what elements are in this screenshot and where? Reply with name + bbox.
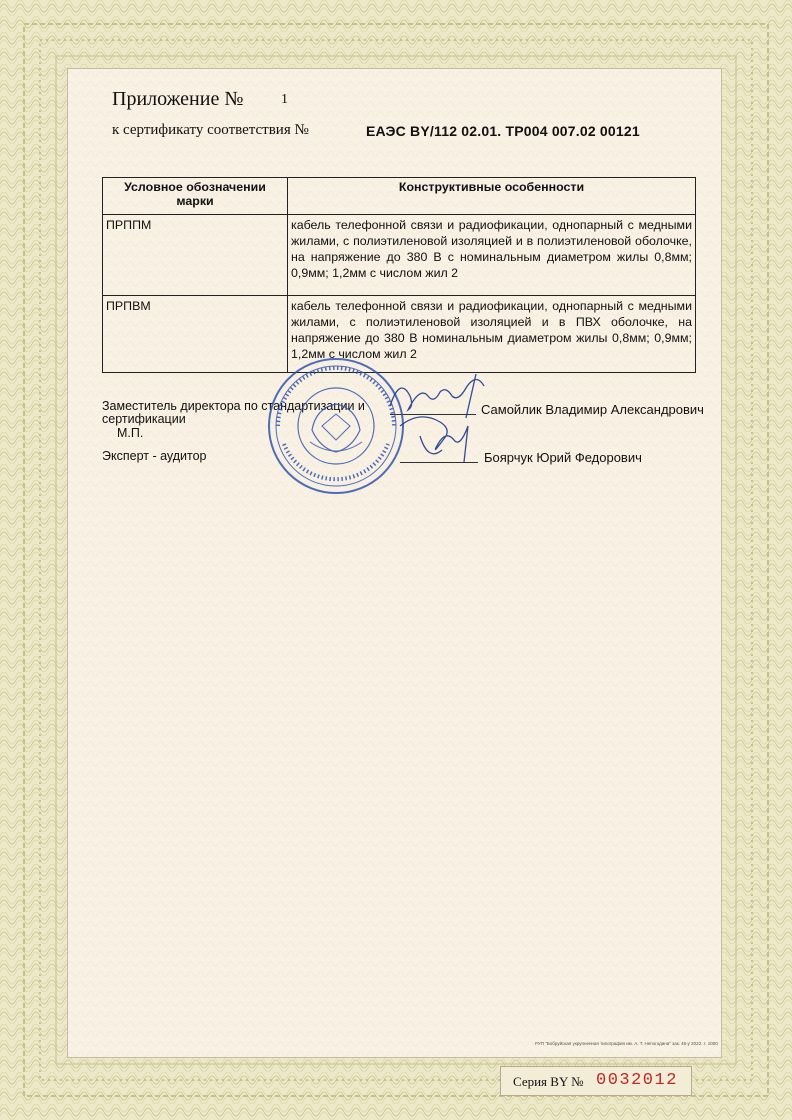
mark-cell: ПРППМ xyxy=(103,215,288,296)
column-header-features: Конструктивные особенности xyxy=(288,178,696,215)
description-cell: кабель телефонной связи и радиофикации, однопарный с медными жилами, с полиэтиленовой изоляцией и в полиэтиленовой оболочке, на напряжение до 380 В с номинальным диаметром жилы 0,8мм; 0,9мм; 1,2мм с числом жил 2 xyxy=(288,215,696,296)
series-number: 0032012 xyxy=(596,1071,678,1090)
table-row xyxy=(103,215,696,296)
handwritten-signatures xyxy=(380,366,500,476)
appendix-title: Приложение № xyxy=(112,88,244,110)
seal-mark: М.П. xyxy=(117,426,144,440)
mark-cell: ПРПВМ xyxy=(103,296,288,373)
director-name: Самойлик Владимир Александрович xyxy=(481,402,704,417)
expert-title: Эксперт - аудитор xyxy=(102,449,207,463)
printer-note: РУП "Бобруйская укрупненная типография им. А. Т. Непогодина" зак. 46-у 2022. т. 1000 xyxy=(535,1041,718,1046)
description-cell: кабель телефонной связи и радиофикации, однопарный с медными жилами, с полиэтиленовой изоляцией и в ПВХ оболочке, на напряжение до 380 В номинальным диаметром жилы 0,8мм; 0,9мм; 1,2мм с числом жил 2 xyxy=(288,296,696,373)
certificate-number: ЕАЭС BY/112 02.01. ТР004 007.02 00121 xyxy=(366,123,640,139)
certificate-label: к сертификату соответствия № xyxy=(112,122,309,138)
series-box xyxy=(500,1066,692,1096)
table-header-row xyxy=(103,178,696,215)
series-label: Серия BY № xyxy=(513,1074,584,1089)
appendix-number: 1 xyxy=(281,92,288,107)
director-title: Заместитель директора по стандартизации и сертификации xyxy=(102,399,365,426)
specification-table xyxy=(102,177,696,373)
column-header-mark: Условное обозначении марки xyxy=(103,178,288,215)
expert-name: Боярчук Юрий Федорович xyxy=(484,450,642,465)
